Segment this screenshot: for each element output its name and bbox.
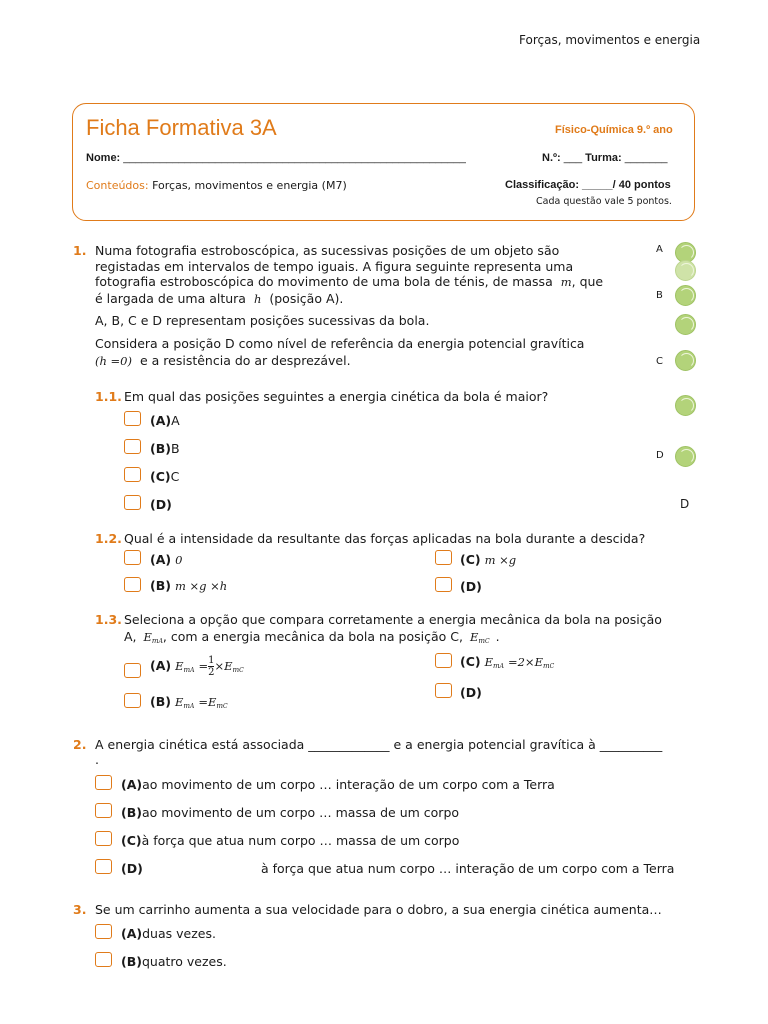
q1-line3: fotografia estroboscópica do movimento de uma bola de ténis, de massa m, que <box>95 274 604 289</box>
page-header-topic: Forças, movimentos e energia <box>519 33 701 47</box>
q2-option-c-checkbox[interactable] <box>95 831 112 846</box>
q11-text: Em qual das posições seguintes a energia cinética da bola é maior? <box>124 389 549 404</box>
energy-mc: EmC <box>469 630 490 645</box>
q13-option-c[interactable]: (C) EmA =2×EmC <box>460 654 555 670</box>
tennis-ball-d <box>675 446 696 467</box>
q12-option-c[interactable]: (C) m ×g <box>460 552 517 567</box>
q2-text: A energia cinética está associada _____________ e a energia potencial gravítica à __________ <box>95 737 663 752</box>
class-label: Turma: <box>585 152 622 164</box>
q13-option-d[interactable]: (D) <box>460 685 482 700</box>
q3-option-a[interactable]: (A)duas vezes. <box>121 926 216 941</box>
subject-label: Físico-Química 9.º ano <box>555 124 673 136</box>
q12-option-a-checkbox[interactable] <box>124 550 141 565</box>
class-line: _______ <box>624 152 668 164</box>
q13-line2: A, EmA, com a energia mecânica da bola na posição C, EmC . <box>124 629 500 645</box>
worksheet-title: Ficha Formativa 3A <box>86 115 277 140</box>
q1-line2: registadas em intervalos de tempo iguais. A figura seguinte representa uma <box>95 258 574 274</box>
points-note: Cada questão vale 5 pontos. <box>536 196 672 207</box>
q13-line1: Seleciona a opção que compara corretamente a energia mecânica da bola na posição <box>124 612 662 627</box>
grade-label: Classificação: <box>505 179 579 191</box>
q2-blank-1[interactable]: _____________ <box>308 737 390 752</box>
q11-option-d-checkbox[interactable] <box>124 495 141 510</box>
q1-line4: é largada de uma altura h (posição A). <box>95 290 344 306</box>
q12-option-b-checkbox[interactable] <box>124 577 141 592</box>
q1-number: 1. <box>73 243 87 258</box>
q11-option-c[interactable]: (C)C <box>150 469 180 484</box>
q3-number: 3. <box>73 902 87 917</box>
contents-label: Conteúdos: <box>86 179 149 192</box>
q13-option-c-checkbox[interactable] <box>435 653 452 668</box>
tennis-ball-4 <box>675 314 696 335</box>
q11-option-b-checkbox[interactable] <box>124 439 141 454</box>
q12-option-d[interactable]: (D) <box>460 579 482 594</box>
tennis-ball-c <box>675 350 696 371</box>
q3-text: Se um carrinho aumenta a sua velocidade para o dobro, a sua energia cinética aumenta… <box>95 902 662 917</box>
q2-number: 2. <box>73 737 87 752</box>
name-label: Nome: <box>86 152 121 164</box>
q12-option-b[interactable]: (B) m ×g ×h <box>150 578 228 593</box>
q2-blank-2[interactable]: __________ <box>599 737 663 752</box>
tennis-ball-6 <box>675 395 696 416</box>
q13-number: 1.3. <box>95 612 122 627</box>
q3-option-b-checkbox[interactable] <box>95 952 112 967</box>
q11-option-b[interactable]: (B)B <box>150 441 180 456</box>
q1-line5: A, B, C e D representam posições sucessivas da bola. <box>95 313 430 328</box>
name-field[interactable] <box>86 152 466 164</box>
q11-number: 1.1. <box>95 389 122 404</box>
q13-option-d-checkbox[interactable] <box>435 683 452 698</box>
figure-extra-label-d: D <box>680 497 690 511</box>
q2-option-c[interactable]: (C)à força que atua num corpo … massa de um corpo <box>121 833 460 848</box>
q12-option-a[interactable]: (A) 0 <box>150 552 183 567</box>
q2-option-d-checkbox[interactable] <box>95 859 112 874</box>
q2-text-end: . <box>95 752 99 767</box>
figure-label-a: A <box>656 244 663 255</box>
q12-option-c-checkbox[interactable] <box>435 550 452 565</box>
q1-line6: Considera a posição D como nível de referência da energia potencial gravítica <box>95 336 585 351</box>
q2-option-b-checkbox[interactable] <box>95 803 112 818</box>
q2-option-a-checkbox[interactable] <box>95 775 112 790</box>
q2-option-d-text[interactable]: à força que atua num corpo … interação de um corpo com a Terra <box>261 861 675 876</box>
number-label: N.º: <box>542 152 561 164</box>
q13-option-a-checkbox[interactable] <box>124 663 141 678</box>
q11-option-a-checkbox[interactable] <box>124 411 141 426</box>
q13-option-a[interactable]: (A) EmA = $\frac{1}{2}$ ×EmC <box>150 655 244 678</box>
height-symbol: h <box>253 291 262 306</box>
contents-row <box>86 179 347 192</box>
q12-option-d-checkbox[interactable] <box>435 577 452 592</box>
q13-option-b-checkbox[interactable] <box>124 693 141 708</box>
fraction-one-half: $\frac{1}{2}$ <box>208 655 215 678</box>
number-line: ___ <box>563 152 583 164</box>
q11-option-a[interactable]: (A)A <box>150 413 180 428</box>
q13-option-b[interactable]: (B) EmA =EmC <box>150 694 228 710</box>
mass-symbol: m <box>560 275 572 289</box>
figure-label-d: D <box>656 450 664 461</box>
q11-option-d[interactable]: (D) <box>150 497 172 512</box>
figure-label-b: B <box>656 290 663 301</box>
q2-option-d-label[interactable]: (D) <box>121 861 143 876</box>
q11-option-c-checkbox[interactable] <box>124 467 141 482</box>
name-line: ________________________________________________________ <box>123 152 466 164</box>
figure-label-c: C <box>656 356 663 367</box>
q1-intro <box>95 243 635 307</box>
tennis-ball-b <box>675 285 696 306</box>
contents-value: Forças, movimentos e energia (M7) <box>152 179 347 192</box>
q12-number: 1.2. <box>95 531 122 546</box>
reference-level: (h =0) <box>95 354 132 368</box>
number-field[interactable] <box>542 152 668 164</box>
grade-value: _____/ 40 pontos <box>582 179 671 191</box>
grade-field[interactable] <box>505 179 671 191</box>
tennis-ball-2 <box>675 260 696 281</box>
energy-ma: EmA <box>143 630 163 645</box>
q1-line7: (h =0) e a resistência do ar desprezável. <box>95 353 351 368</box>
q3-option-b[interactable]: (B)quatro vezes. <box>121 954 227 969</box>
q12-text: Qual é a intensidade da resultante das forças aplicadas na bola durante a descida? <box>124 531 646 546</box>
q1-line1: Numa fotografia estroboscópica, as sucessivas posições de um objeto são <box>95 243 560 258</box>
q2-option-b[interactable]: (B)ao movimento de um corpo … massa de um corpo <box>121 805 460 820</box>
q3-option-a-checkbox[interactable] <box>95 924 112 939</box>
q2-option-a[interactable]: (A)ao movimento de um corpo … interação de um corpo com a Terra <box>121 777 555 792</box>
